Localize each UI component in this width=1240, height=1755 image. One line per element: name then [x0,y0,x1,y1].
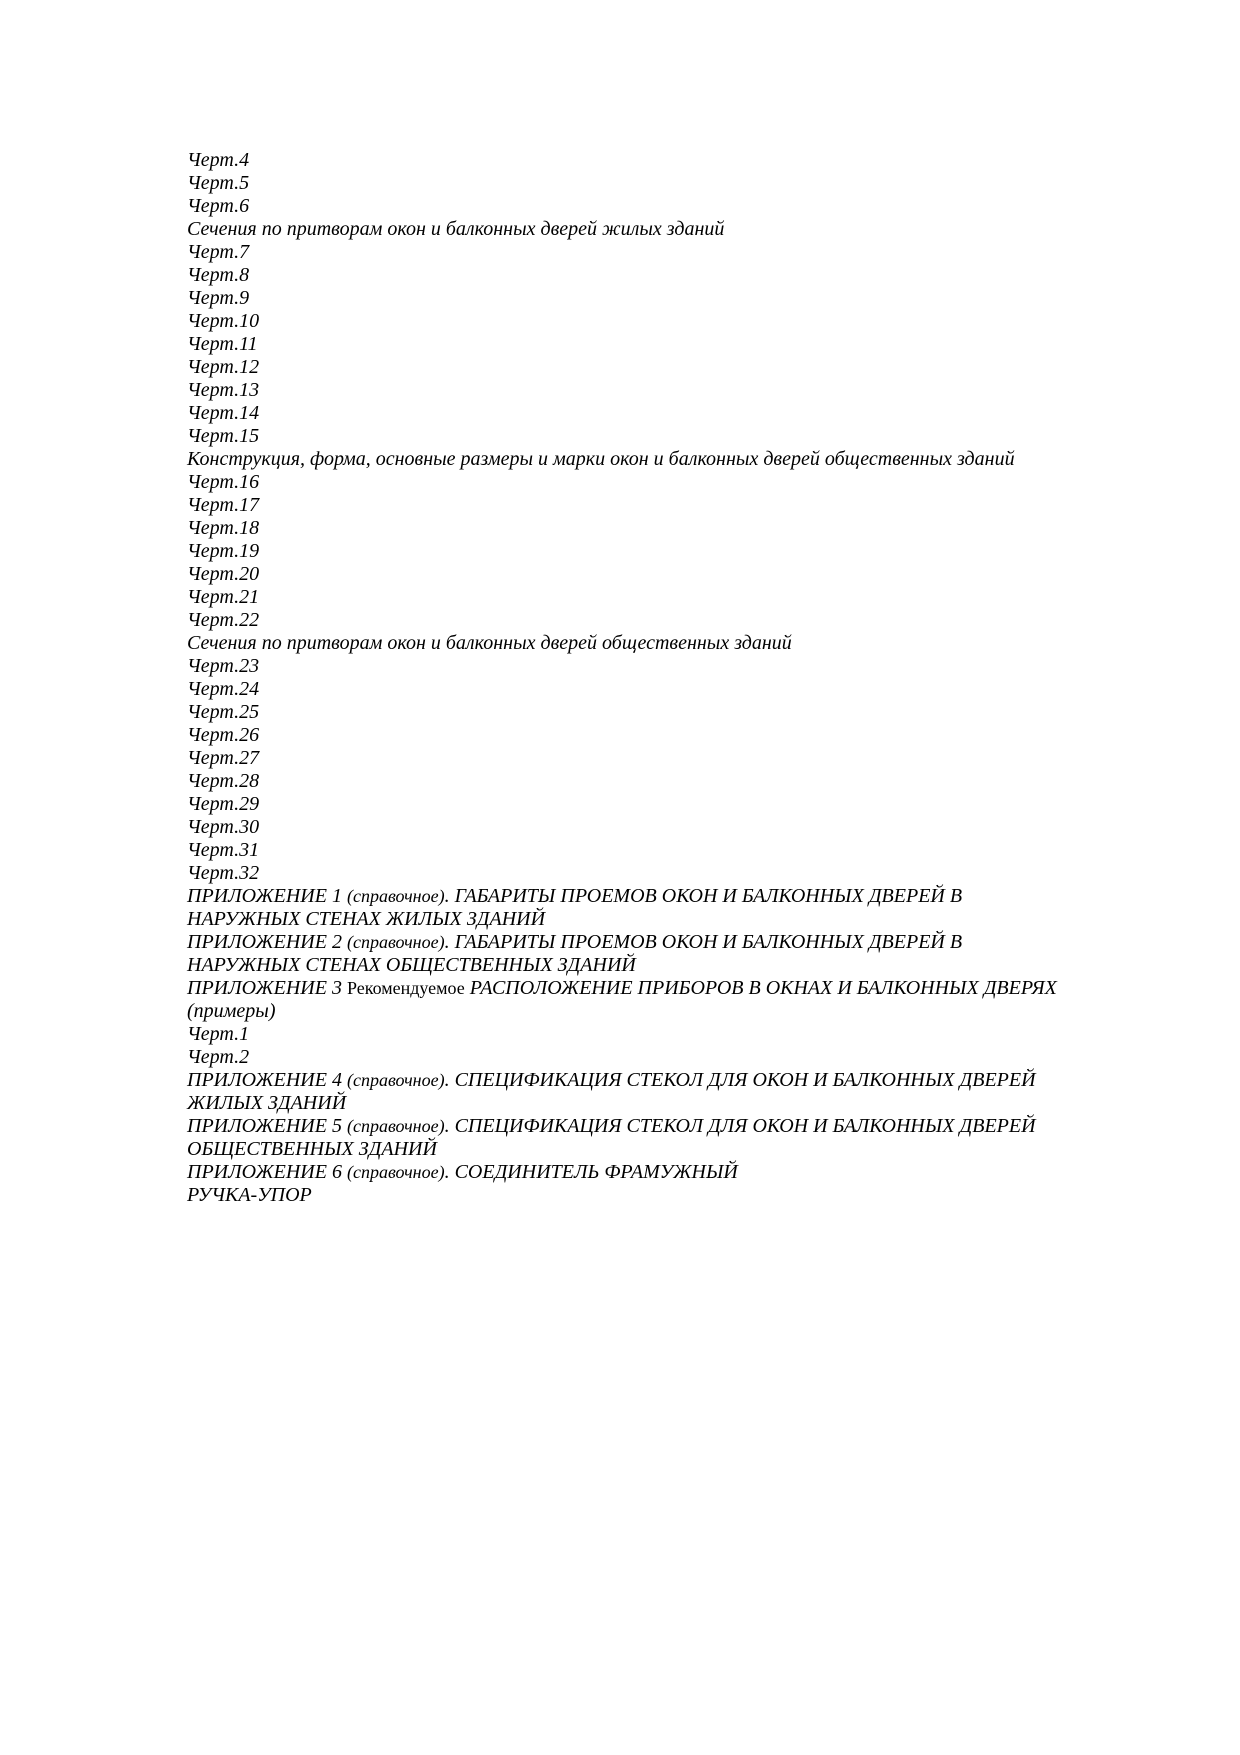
appendix-note: (справочное) [346,1162,445,1182]
toc-line[interactable]: Черт.9 [187,287,250,309]
appendix-head: ПРИЛОЖЕНИЕ 2 [187,931,347,953]
toc-line[interactable]: Черт.25 [187,701,260,723]
appendix-title: . СПЕЦИФИКАЦИЯ СТЕКОЛ ДЛЯ ОКОН И БАЛКОННЫХ ДВЕРЕЙ ЖИЛЫХ ЗДАНИЙ [187,1069,1036,1114]
toc-line[interactable]: Черт.5 [187,172,250,194]
toc-line[interactable]: Черт.13 [187,379,260,401]
toc-line[interactable]: Черт.29 [187,793,260,815]
toc-line[interactable]: Черт.14 [187,402,260,424]
appendix-note: Рекомендуемое [346,978,465,998]
table-of-contents [187,149,1057,1207]
toc-line[interactable]: Черт.8 [187,264,250,286]
appendix-note: (справочное) [346,1070,445,1090]
toc-line[interactable]: Черт.2 [187,1046,250,1068]
toc-line[interactable]: Черт.20 [187,563,260,585]
toc-line[interactable]: Сечения по притворам окон и балконных дверей общественных зданий [187,632,792,654]
appendix-6-line[interactable] [187,1161,1057,1184]
appendix-title: . СОЕДИНИТЕЛЬ ФРАМУЖНЫЙ [444,1161,738,1183]
appendix-head: ПРИЛОЖЕНИЕ 3 [187,977,347,999]
appendix-1-line[interactable] [187,885,1057,931]
toc-line[interactable]: Конструкция, форма, основные размеры и марки окон и балконных дверей общественных зданий [187,448,1015,470]
toc-line[interactable]: Черт.12 [187,356,260,378]
toc-line[interactable]: Черт.22 [187,609,260,631]
toc-line[interactable]: Черт.28 [187,770,260,792]
toc-line[interactable]: Черт.23 [187,655,260,677]
appendix-note: (справочное) [346,932,445,952]
toc-line[interactable]: Черт.18 [187,517,260,539]
appendix-4-line[interactable] [187,1069,1057,1115]
appendix-title: . ГАБАРИТЫ ПРОЕМОВ ОКОН И БАЛКОННЫХ ДВЕРЕЙ В НАРУЖНЫХ СТЕНАХ ЖИЛЫХ ЗДАНИЙ [187,885,963,930]
toc-line[interactable]: Черт.6 [187,195,250,217]
appendix-title: РАСПОЛОЖЕНИЕ ПРИБОРОВ В ОКНАХ И БАЛКОННЫХ ДВЕРЯХ (примеры) [187,977,1057,1022]
toc-line[interactable]: Черт.19 [187,540,260,562]
toc-line[interactable]: Черт.30 [187,816,260,838]
appendix-note: (справочное) [346,886,445,906]
toc-line[interactable]: Черт.7 [187,241,250,263]
toc-line[interactable]: Черт.17 [187,494,260,516]
appendix-2-line[interactable] [187,931,1057,977]
toc-line[interactable]: Черт.24 [187,678,260,700]
toc-line[interactable]: Черт.26 [187,724,260,746]
toc-line[interactable]: Черт.16 [187,471,260,493]
toc-line[interactable]: Черт.27 [187,747,260,769]
toc-line[interactable]: Черт.11 [187,333,258,355]
toc-line[interactable]: Черт.31 [187,839,260,861]
appendix-title: . СПЕЦИФИКАЦИЯ СТЕКОЛ ДЛЯ ОКОН И БАЛКОННЫХ ДВЕРЕЙ ОБЩЕСТВЕННЫХ ЗДАНИЙ [187,1115,1036,1160]
toc-line[interactable]: Черт.32 [187,862,260,884]
toc-line[interactable]: Черт.4 [187,149,250,171]
toc-line[interactable]: РУЧКА-УПОР [187,1184,312,1206]
appendix-head: ПРИЛОЖЕНИЕ 1 [187,885,347,907]
appendix-head: ПРИЛОЖЕНИЕ 5 [187,1115,347,1137]
toc-line[interactable]: Черт.10 [187,310,260,332]
appendix-title: . ГАБАРИТЫ ПРОЕМОВ ОКОН И БАЛКОННЫХ ДВЕРЕЙ В НАРУЖНЫХ СТЕНАХ ОБЩЕСТВЕННЫХ ЗДАНИЙ [187,931,963,976]
toc-line[interactable]: Черт.1 [187,1023,250,1045]
appendix-head: ПРИЛОЖЕНИЕ 4 [187,1069,347,1091]
appendix-3-line[interactable] [187,977,1057,1023]
toc-line[interactable]: Сечения по притворам окон и балконных дверей жилых зданий [187,218,725,240]
toc-line[interactable]: Черт.21 [187,586,260,608]
appendix-5-line[interactable] [187,1115,1057,1161]
toc-line[interactable]: Черт.15 [187,425,260,447]
appendix-head: ПРИЛОЖЕНИЕ 6 [187,1161,347,1183]
appendix-note: (справочное) [346,1116,445,1136]
